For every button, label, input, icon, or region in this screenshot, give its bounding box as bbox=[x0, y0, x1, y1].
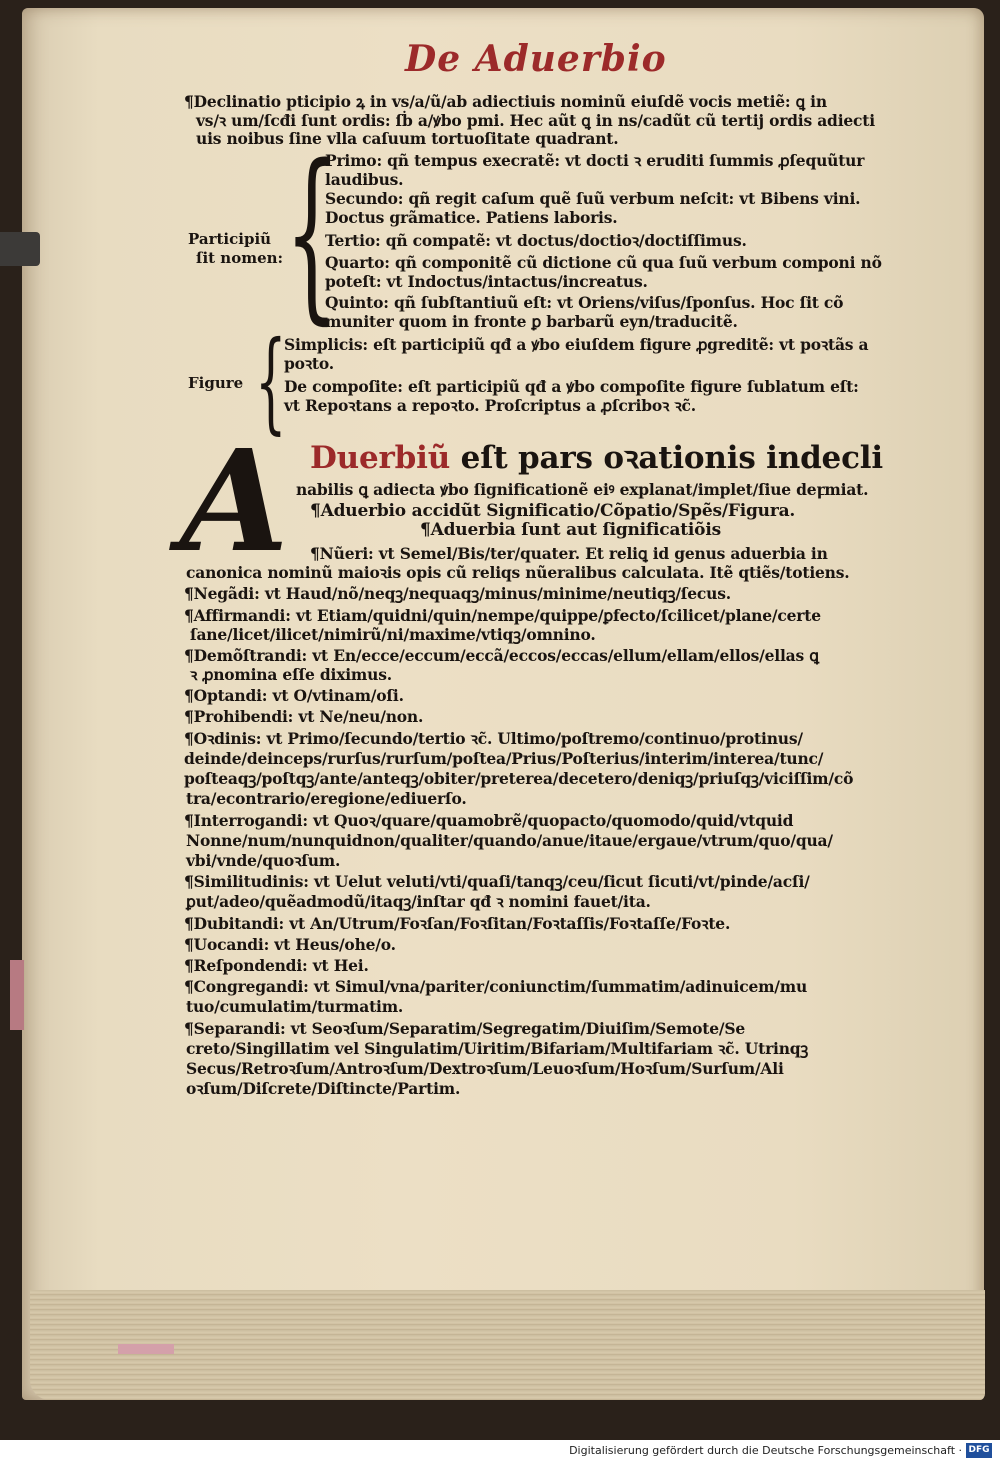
ribbon-marker bbox=[10, 960, 24, 1030]
participium-item: Tertio: qñ compatẽ: vt doctus/doctioꝛ/doctiſſimus. bbox=[325, 231, 747, 250]
footer-bar bbox=[0, 1440, 1000, 1462]
main-line: ¶Optandi: vt O/vtinam/oſi. bbox=[184, 686, 404, 705]
heading-first-word: Duerbiũ bbox=[310, 440, 451, 476]
main-line: canonica nominũ maioꝛis opis cũ reliqs nũeralibus calculata. Itẽ qtiẽs/totiens. bbox=[186, 563, 850, 582]
figure-item: Simplicis: eſt participiũ qđ a ꝟbo eiuſdem figure ꝓgreditẽ: vt poꝛtãs a bbox=[284, 335, 869, 354]
main-line: Secus/Retroꝛſum/Antroꝛſum/Dextroꝛſum/Leuoꝛſum/Hoꝛſum/Surſum/Ali bbox=[186, 1059, 784, 1078]
footer-credit: Digitalisierung gefördert durch die Deutsche Forschungsgemeinschaft · bbox=[569, 1444, 962, 1457]
main-line: deinde/deinceps/rurſus/rurſum/poſtea/Prius/Poſterius/interim/interea/tunc/ bbox=[184, 749, 824, 768]
main-line: tuo/cumulatim/turmatim. bbox=[186, 997, 404, 1016]
main-line: ¶Interrogandi: vt Quoꝛ/quare/quamobrẽ/quopacto/quomodo/quid/vtquid bbox=[184, 811, 794, 830]
figure-item: poꝛto. bbox=[284, 354, 334, 373]
main-line: Nonne/num/nunquidnon/qualiter/quando/anue/itaue/ergaue/vtrum/quo/qua/ bbox=[186, 831, 833, 850]
ribbon-marker-bottom bbox=[118, 1344, 174, 1354]
main-line: ¶Affirmandi: vt Etiam/quidni/quin/nempe/quippe/ꝑfecto/ſcilicet/plane/certe bbox=[184, 606, 821, 625]
main-line: ¶Demõſtrandi: vt En/ecce/eccum/eccã/eccos/eccas/ellum/ellam/ellos/ellas ꝗ bbox=[184, 646, 819, 665]
main-line: ſane/licet/ilicet/nimirũ/ni/maxime/vtiqꝫ/omnino. bbox=[190, 625, 596, 644]
participium-brace: { bbox=[285, 125, 338, 341]
participium-item: Quarto: qñ componitẽ cũ dictione cũ qua ſuũ verbum componi nõ bbox=[325, 253, 882, 272]
figure-brace: { bbox=[255, 317, 287, 445]
aduerbium-line: nabilis ꝗ adiecta ꝟbo ſignificationẽ eiꝰ explanat/implet/ſiue deꝼmiat. bbox=[296, 480, 869, 499]
main-line: ¶Congregandi: vt Simul/vna/pariter/coniunctim/ſummatim/adinuicem/mu bbox=[184, 977, 808, 996]
participium-item: poteſt: vt Indoctus/intactus/increatus. bbox=[325, 272, 648, 291]
drop-cap: A bbox=[180, 420, 289, 584]
main-line: ¶Uocandi: vt Heus/ohe/o. bbox=[184, 935, 396, 954]
aduerbium-line: ¶Aduerbia ſunt aut ſignificatiõis bbox=[420, 520, 721, 540]
main-line: oꝛſum/Diſcrete/Diſtincte/Partim. bbox=[186, 1079, 461, 1098]
aduerbium-line: ¶Nũeri: vt Semel/Bis/ter/quater. Et reliꝗ id genus aduerbia in bbox=[310, 544, 828, 563]
main-line: ¶Separandi: vt Seoꝛſum/Separatim/Segregatim/Diuiſim/Semote/Se bbox=[184, 1019, 746, 1038]
figure-label: Figure bbox=[188, 374, 244, 392]
main-line: ¶Negãdi: vt Haud/nõ/neqꝫ/nequaqꝫ/minus/minime/neutiqꝫ/ſecus. bbox=[184, 584, 731, 603]
main-line: ¶Reſpondendi: vt Hei. bbox=[184, 956, 369, 975]
aduerbium-line: ¶Aduerbio accidũt Significatio/Cõpatio/Spẽs/Figura. bbox=[310, 501, 796, 521]
main-line: creto/Singillatim vel Singulatim/Uiritim/Bifariam/Multifariam ꝛc̃. Utrinqꝫ bbox=[186, 1039, 809, 1058]
main-line: vbi/vnde/quoꝛſum. bbox=[186, 851, 341, 870]
main-line: ꝛ ꝓnomina eſſe diximus. bbox=[190, 665, 392, 684]
participium-item: laudibus. bbox=[325, 170, 404, 189]
intro-line: uis noibus ſine vlla caſuum tortuoſitate quadrant. bbox=[196, 129, 619, 148]
intro-line: ¶Declinatio pticipio ꝝ in vs/a/ũ/ab adiectiuis nominũ eiuſdẽ vocis metiẽ: ꝗ in bbox=[184, 92, 827, 111]
participium-item: muniter quom in fronte ꝑ barbarũ eyn/traducitẽ. bbox=[325, 312, 738, 331]
dfg-logo: DFG bbox=[966, 1443, 992, 1458]
figure-item: vt Repoꝛtans a repoꝛto. Proſcriptus a ꝓſcriboꝛ ꝛc̃. bbox=[284, 396, 696, 415]
participium-item: Primo: qñ tempus execratẽ: vt docti ꝛ eruditi ſummis ꝓſequũtur bbox=[325, 151, 865, 170]
main-line: ¶Prohibendi: vt Ne/neu/non. bbox=[184, 707, 424, 726]
running-head: De Aduerbio bbox=[405, 38, 667, 80]
main-line: ¶Oꝛdinis: vt Primo/ſecundo/tertio ꝛc̃. Ultimo/poſtremo/continuo/protinus/ bbox=[184, 729, 803, 748]
figure-item: De compoſite: eſt participiũ qđ a ꝟbo compoſite figure ſublatum eſt: bbox=[284, 377, 859, 396]
main-line: poſteaqꝫ/poſtqꝫ/ante/anteqꝫ/obiter/preterea/decetero/deniqꝫ/priuſqꝫ/viciſſim/cõ bbox=[184, 769, 854, 788]
participium-item: Quinto: qñ ſubſtantiuũ eſt: vt Oriens/viſus/ſponſus. Hoc ſit cõ bbox=[325, 293, 844, 312]
main-line: ꝑut/adeo/quẽadmodũ/itaqꝫ/inſtar qđ ꝛ nomini fauet/ita. bbox=[186, 892, 651, 911]
participium-item: Doctus grãmatice. Patiens laboris. bbox=[325, 208, 618, 227]
bookmark-tab bbox=[0, 232, 40, 266]
heading-rest: eſt pars oꝛationis indecli bbox=[450, 440, 883, 476]
main-line: tra/econtrario/eregione/ediuerſo. bbox=[186, 789, 467, 808]
section-heading bbox=[310, 440, 883, 476]
intro-line: vs/ꝛ um/ſcđi ſunt ordis: ſḃ a/ꝟbo pmi. Hec aũt ꝗ in ns/cadũt cũ tertij ordis adiecti bbox=[196, 111, 875, 130]
participium-label: Participiũ bbox=[188, 230, 272, 248]
participium-item: Secundo: qñ regit caſum quẽ ſuũ verbum neſcit: vt Bibens vini. bbox=[325, 189, 861, 208]
main-line: ¶Similitudinis: vt Uelut veluti/vti/quaſi/tanqꝫ/ceu/ſicut ſicuti/vt/pinde/acſi/ bbox=[184, 872, 810, 891]
participium-label: ſit nomen: bbox=[196, 249, 284, 267]
main-line: ¶Dubitandi: vt An/Utrum/Foꝛſan/Foꝛſitan/Foꝛtaſſis/Foꝛtaſſe/Foꝛte. bbox=[184, 914, 731, 933]
